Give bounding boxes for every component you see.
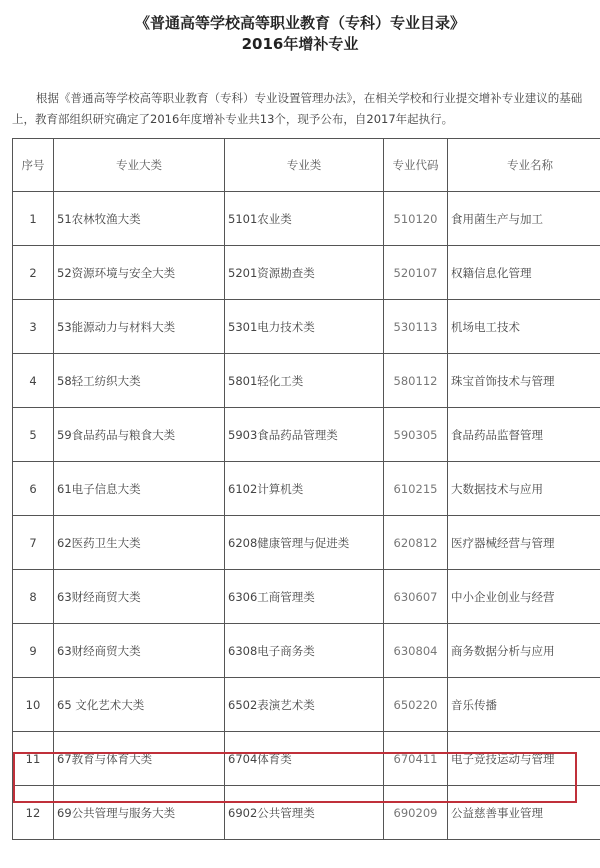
document-subtitle: 2016年增补专业	[241, 35, 359, 53]
cell-code: 610215	[384, 462, 448, 516]
cell-category: 69公共管理与服务大类	[54, 786, 225, 840]
table-row	[13, 516, 600, 570]
table-row	[13, 462, 600, 516]
table-row	[13, 192, 600, 246]
cell-major-name: 公益慈善事业管理	[448, 786, 600, 840]
cell-code: 620812	[384, 516, 448, 570]
table-row	[13, 408, 600, 462]
cell-index: 2	[13, 246, 54, 300]
cell-code: 520107	[384, 246, 448, 300]
cell-index: 5	[13, 408, 54, 462]
cell-category: 61电子信息大类	[54, 462, 225, 516]
cell-index: 1	[13, 192, 54, 246]
table-row	[13, 354, 600, 408]
document-title: 《普通高等学校高等职业教育（专科）专业目录》	[134, 14, 465, 32]
header-name: 专业名称	[448, 139, 600, 192]
cell-major-name: 医疗器械经营与管理	[448, 516, 600, 570]
cell-category: 63财经商贸大类	[54, 624, 225, 678]
cell-index: 11	[13, 732, 54, 786]
cell-subcategory: 6704体育类	[225, 732, 384, 786]
cell-category: 65 文化艺术大类	[54, 678, 225, 732]
table-row	[13, 786, 600, 840]
cell-index: 6	[13, 462, 54, 516]
cell-code: 650220	[384, 678, 448, 732]
cell-category: 63财经商贸大类	[54, 570, 225, 624]
table-row	[13, 246, 600, 300]
header-code: 专业代码	[384, 139, 448, 192]
cell-subcategory: 6102计算机类	[225, 462, 384, 516]
table-row	[13, 732, 600, 786]
cell-major-name: 音乐传播	[448, 678, 600, 732]
cell-major-name: 机场电工技术	[448, 300, 600, 354]
table-header-row	[13, 139, 600, 192]
cell-subcategory: 5201资源勘查类	[225, 246, 384, 300]
cell-subcategory: 5301电力技术类	[225, 300, 384, 354]
cell-major-name: 食用菌生产与加工	[448, 192, 600, 246]
cell-category: 53能源动力与材料大类	[54, 300, 225, 354]
cell-index: 9	[13, 624, 54, 678]
cell-subcategory: 5101农业类	[225, 192, 384, 246]
cell-major-name: 大数据技术与应用	[448, 462, 600, 516]
cell-major-name: 珠宝首饰技术与管理	[448, 354, 600, 408]
cell-subcategory: 5801轻化工类	[225, 354, 384, 408]
cell-category: 67教育与体育大类	[54, 732, 225, 786]
cell-major-name: 中小企业创业与经营	[448, 570, 600, 624]
cell-subcategory: 6208健康管理与促进类	[225, 516, 384, 570]
cell-code: 630804	[384, 624, 448, 678]
table-row	[13, 624, 600, 678]
cell-code: 670411	[384, 732, 448, 786]
header-subcategory: 专业类	[225, 139, 384, 192]
header-category: 专业大类	[54, 139, 225, 192]
cell-category: 51农林牧渔大类	[54, 192, 225, 246]
cell-code: 580112	[384, 354, 448, 408]
cell-subcategory: 6308电子商务类	[225, 624, 384, 678]
cell-index: 7	[13, 516, 54, 570]
cell-major-name: 电子竞技运动与管理	[448, 732, 600, 786]
cell-category: 58轻工纺织大类	[54, 354, 225, 408]
intro-paragraph	[12, 88, 600, 130]
header-index: 序号	[13, 139, 54, 192]
cell-index: 10	[13, 678, 54, 732]
table-row	[13, 300, 600, 354]
cell-category: 59食品药品与粮食大类	[54, 408, 225, 462]
cell-index: 12	[13, 786, 54, 840]
cell-category: 62医药卫生大类	[54, 516, 225, 570]
cell-major-name: 食品药品监督管理	[448, 408, 600, 462]
cell-subcategory: 6306工商管理类	[225, 570, 384, 624]
cell-subcategory: 6502表演艺术类	[225, 678, 384, 732]
cell-code: 530113	[384, 300, 448, 354]
table-row	[13, 678, 600, 732]
cell-subcategory: 6902公共管理类	[225, 786, 384, 840]
cell-code: 510120	[384, 192, 448, 246]
cell-code: 590305	[384, 408, 448, 462]
cell-major-name: 商务数据分析与应用	[448, 624, 600, 678]
cell-code: 630607	[384, 570, 448, 624]
cell-subcategory: 5903食品药品管理类	[225, 408, 384, 462]
majors-table	[12, 138, 600, 840]
cell-category: 52资源环境与安全大类	[54, 246, 225, 300]
cell-index: 3	[13, 300, 54, 354]
table-row	[13, 570, 600, 624]
intro-text: 根据《普通高等学校高等职业教育（专科）专业设置管理办法》，在相关学校和行业提交增补专业建议的基础上，教育部组织研究确定了2016年度增补专业共13个，现予公布，自2017年起执行。	[12, 91, 583, 126]
cell-index: 8	[13, 570, 54, 624]
cell-index: 4	[13, 354, 54, 408]
cell-major-name: 权籍信息化管理	[448, 246, 600, 300]
cell-code: 690209	[384, 786, 448, 840]
